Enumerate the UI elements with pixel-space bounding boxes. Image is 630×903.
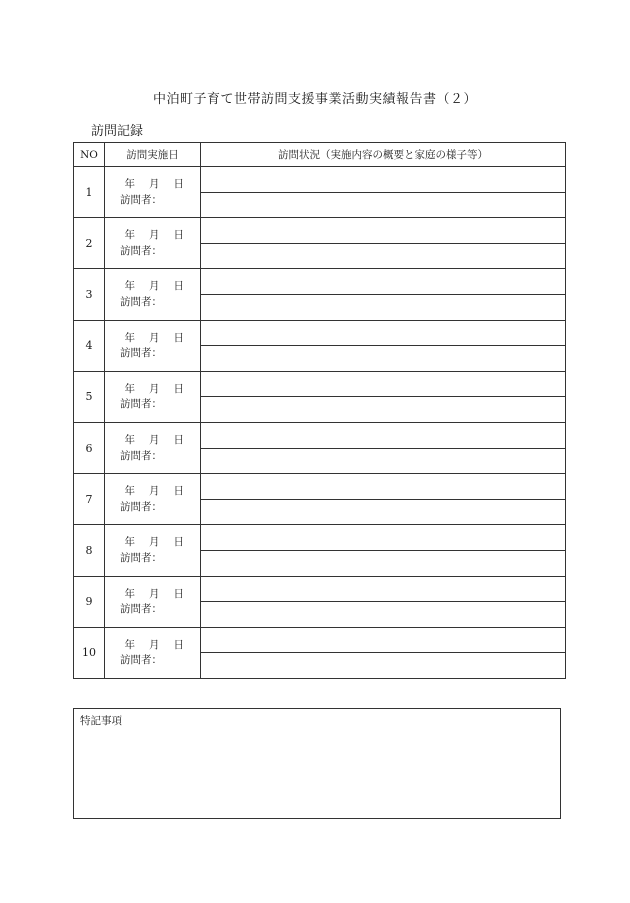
year-label: 年 xyxy=(124,178,135,191)
visit-status-line-2[interactable] xyxy=(201,653,566,679)
visit-status-line-2[interactable] xyxy=(201,499,566,525)
table-row xyxy=(74,269,566,295)
visit-status-line-1[interactable] xyxy=(201,422,566,448)
day-label: 日 xyxy=(173,331,184,344)
year-label: 年 xyxy=(124,434,135,447)
month-label: 月 xyxy=(149,434,160,447)
visit-date-cell[interactable] xyxy=(105,422,201,473)
date-line xyxy=(105,333,200,344)
visit-status-line-2[interactable] xyxy=(201,294,566,320)
table-row xyxy=(74,422,566,448)
day-label: 日 xyxy=(173,280,184,293)
day-label: 日 xyxy=(173,587,184,600)
table-header-row xyxy=(74,143,566,167)
month-label: 月 xyxy=(149,178,160,191)
visit-status-line-1[interactable] xyxy=(201,474,566,500)
visit-status-line-2[interactable] xyxy=(201,550,566,576)
visitor-label: 訪問者： xyxy=(120,654,162,667)
month-label: 月 xyxy=(149,587,160,600)
visit-status-line-1[interactable] xyxy=(201,269,566,295)
visit-status-line-1[interactable] xyxy=(201,218,566,244)
visit-status-line-1[interactable] xyxy=(201,371,566,397)
year-label: 年 xyxy=(124,280,135,293)
visit-status-line-1[interactable] xyxy=(201,167,566,193)
visit-status-line-1[interactable] xyxy=(201,627,566,653)
date-line xyxy=(105,281,200,292)
date-line xyxy=(105,384,200,395)
month-label: 月 xyxy=(149,331,160,344)
table-row xyxy=(74,167,566,193)
year-label: 年 xyxy=(124,331,135,344)
document-title: 中泊町子育て世帯訪問支援事業活動実績報告書（２） xyxy=(152,92,477,107)
date-line xyxy=(105,537,200,548)
visit-date-cell[interactable] xyxy=(105,320,201,371)
visit-status-line-2[interactable] xyxy=(201,346,566,372)
row-number: 4 xyxy=(74,320,105,371)
visit-status-line-2[interactable] xyxy=(201,397,566,423)
visitor-label: 訪問者： xyxy=(120,295,162,308)
visit-records-table xyxy=(73,142,566,679)
month-label: 月 xyxy=(149,382,160,395)
table-row xyxy=(74,474,566,500)
visit-date-cell[interactable] xyxy=(105,627,201,678)
year-label: 年 xyxy=(124,382,135,395)
day-label: 日 xyxy=(173,485,184,498)
row-number: 2 xyxy=(74,218,105,269)
visit-date-cell[interactable] xyxy=(105,167,201,218)
table-row xyxy=(74,320,566,346)
visitor-label: 訪問者： xyxy=(120,551,162,564)
date-line xyxy=(105,435,200,446)
special-notes-label: 特記事項 xyxy=(80,715,122,727)
year-label: 年 xyxy=(124,229,135,242)
date-line xyxy=(105,589,200,600)
day-label: 日 xyxy=(173,229,184,242)
visitor-label: 訪問者： xyxy=(120,244,162,257)
year-label: 年 xyxy=(124,485,135,498)
visitor-label: 訪問者： xyxy=(120,193,162,206)
visit-status-line-2[interactable] xyxy=(201,243,566,269)
visitor-label: 訪問者： xyxy=(120,347,162,360)
year-label: 年 xyxy=(124,536,135,549)
row-number: 5 xyxy=(74,371,105,422)
visitor-label: 訪問者： xyxy=(120,603,162,616)
date-line xyxy=(105,486,200,497)
header-visit-date: 訪問実施日 xyxy=(105,143,201,167)
month-label: 月 xyxy=(149,280,160,293)
row-number: 9 xyxy=(74,576,105,627)
visit-status-line-2[interactable] xyxy=(201,602,566,628)
table-row xyxy=(74,576,566,602)
visit-date-cell[interactable] xyxy=(105,474,201,525)
table-row xyxy=(74,218,566,244)
month-label: 月 xyxy=(149,229,160,242)
header-no: NO xyxy=(74,143,105,167)
section-label-visit-records: 訪問記録 xyxy=(91,124,144,139)
date-line xyxy=(105,640,200,651)
day-label: 日 xyxy=(173,178,184,191)
header-visit-status: 訪問状況（実施内容の概要と家庭の様子等） xyxy=(201,143,566,167)
day-label: 日 xyxy=(173,638,184,651)
table-row xyxy=(74,627,566,653)
row-number: 7 xyxy=(74,474,105,525)
visit-date-cell[interactable] xyxy=(105,371,201,422)
row-number: 8 xyxy=(74,525,105,576)
day-label: 日 xyxy=(173,382,184,395)
visit-status-line-2[interactable] xyxy=(201,448,566,474)
visit-status-line-1[interactable] xyxy=(201,576,566,602)
visitor-label: 訪問者： xyxy=(120,398,162,411)
row-number: 1 xyxy=(74,167,105,218)
visit-date-cell[interactable] xyxy=(105,218,201,269)
month-label: 月 xyxy=(149,638,160,651)
day-label: 日 xyxy=(173,434,184,447)
special-notes-box[interactable] xyxy=(73,708,561,819)
visit-status-line-1[interactable] xyxy=(201,525,566,551)
row-number: 3 xyxy=(74,269,105,320)
table-row xyxy=(74,371,566,397)
day-label: 日 xyxy=(173,536,184,549)
date-line xyxy=(105,179,200,190)
visit-status-line-2[interactable] xyxy=(201,192,566,218)
visit-date-cell[interactable] xyxy=(105,269,201,320)
visit-status-line-1[interactable] xyxy=(201,320,566,346)
visitor-label: 訪問者： xyxy=(120,500,162,513)
year-label: 年 xyxy=(124,638,135,651)
month-label: 月 xyxy=(149,536,160,549)
date-line xyxy=(105,230,200,241)
visit-date-cell[interactable] xyxy=(105,576,201,627)
visit-date-cell[interactable] xyxy=(105,525,201,576)
table-row xyxy=(74,525,566,551)
month-label: 月 xyxy=(149,485,160,498)
row-number: 6 xyxy=(74,422,105,473)
row-number: 10 xyxy=(74,627,105,678)
visitor-label: 訪問者： xyxy=(120,449,162,462)
year-label: 年 xyxy=(124,587,135,600)
